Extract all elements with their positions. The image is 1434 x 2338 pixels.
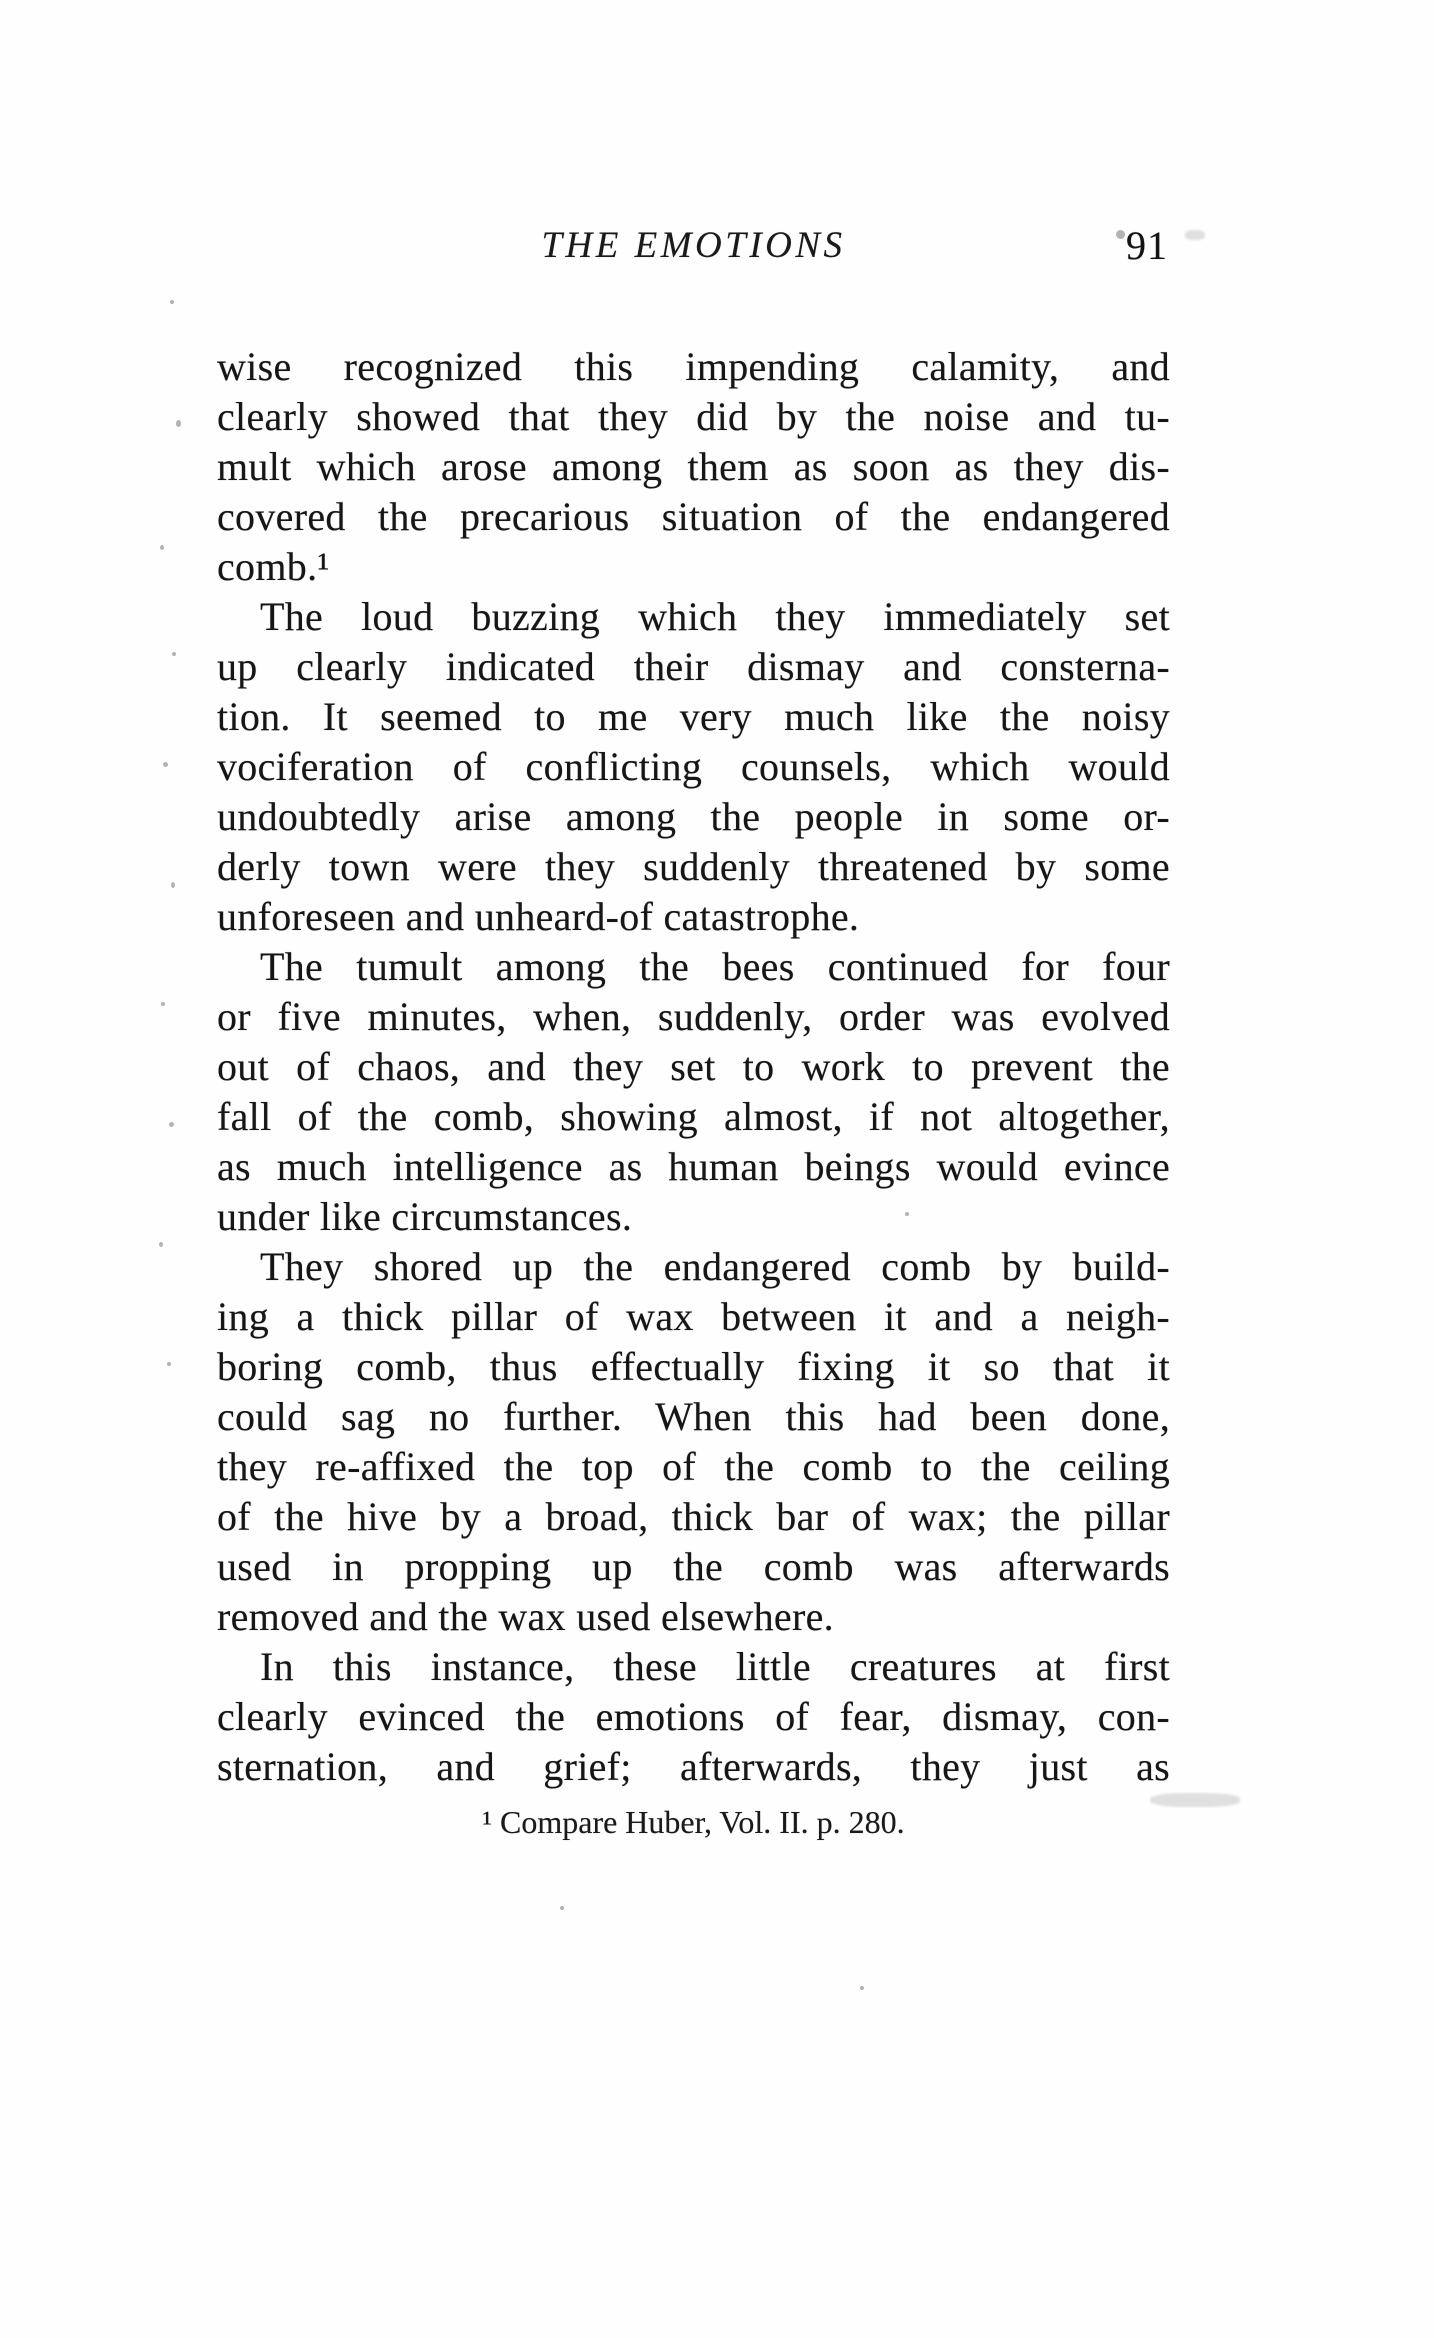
text-line: could sag no further. When this had been done,	[217, 1394, 1170, 1439]
text-line: sternation, and grief; afterwards, they just as	[217, 1744, 1170, 1789]
text-line: or five minutes, when, suddenly, order was evolved	[217, 994, 1170, 1039]
text-line: comb.¹	[217, 544, 330, 589]
scan-speck	[172, 652, 176, 656]
scan-speck	[905, 1212, 909, 1216]
scan-speck	[163, 762, 168, 767]
scan-speck	[169, 1122, 174, 1127]
text-line: derly town were they suddenly threatened by some	[217, 844, 1170, 889]
page-header	[217, 224, 1170, 268]
text-line: They shored up the endangered comb by build-	[260, 1244, 1170, 1289]
text-line: boring comb, thus effectually fixing it so that it	[217, 1344, 1170, 1389]
text-line: undoubtedly arise among the people in some or-	[217, 794, 1170, 839]
text-line: as much intelligence as human beings would evince	[217, 1144, 1170, 1189]
footnote: ¹ Compare Huber, Vol. II. p. 280.	[482, 1804, 905, 1840]
text-line: used in propping up the comb was afterwards	[217, 1544, 1170, 1589]
scan-speck	[176, 420, 181, 427]
text-line: of the hive by a broad, thick bar of wax; the pillar	[217, 1494, 1170, 1539]
text-line: under like circumstances.	[217, 1194, 633, 1239]
text-line: out of chaos, and they set to work to prevent the	[217, 1044, 1170, 1089]
text-line: clearly evinced the emotions of fear, dismay, con-	[217, 1694, 1170, 1739]
text-line: In this instance, these little creatures at first	[260, 1644, 1170, 1689]
text-line: tion. It seemed to me very much like the noisy	[217, 694, 1170, 739]
text-line: The tumult among the bees continued for four	[260, 944, 1170, 989]
text-line: fall of the comb, showing almost, if not altogether,	[217, 1094, 1170, 1139]
scan-speck	[159, 1242, 163, 1247]
scan-speck	[171, 882, 175, 888]
scan-smudge	[1150, 1793, 1240, 1807]
running-title: THE EMOTIONS	[541, 225, 846, 266]
scan-speck	[167, 1362, 171, 1366]
text-line: they re-affixed the top of the comb to the ceiling	[217, 1444, 1170, 1489]
text-line: ing a thick pillar of wax between it and a neigh-	[217, 1294, 1170, 1339]
scan-speck	[1116, 230, 1125, 239]
scan-speck	[860, 1986, 864, 1990]
scan-speck	[560, 1906, 564, 1910]
scan-speck	[161, 1002, 165, 1006]
text-line: vociferation of conflicting counsels, which would	[217, 744, 1170, 789]
text-line: mult which arose among them as soon as they dis-	[217, 444, 1170, 489]
text-line: unforeseen and unheard-of catastrophe.	[217, 894, 860, 939]
text-line: The loud buzzing which they immediately set	[260, 594, 1170, 639]
text-line: clearly showed that they did by the noise and tu-	[217, 394, 1170, 439]
text-line: removed and the wax used elsewhere.	[217, 1594, 834, 1639]
scan-smudge	[1185, 230, 1205, 240]
text-line: wise recognized this impending calamity, and	[217, 344, 1170, 389]
body-text	[217, 342, 1170, 1792]
page-number: 91	[1126, 223, 1168, 268]
scan-speck	[170, 300, 174, 304]
scan-speck	[160, 545, 164, 550]
text-line: covered the precarious situation of the endangered	[217, 494, 1170, 539]
text-line: up clearly indicated their dismay and consterna-	[217, 644, 1170, 689]
